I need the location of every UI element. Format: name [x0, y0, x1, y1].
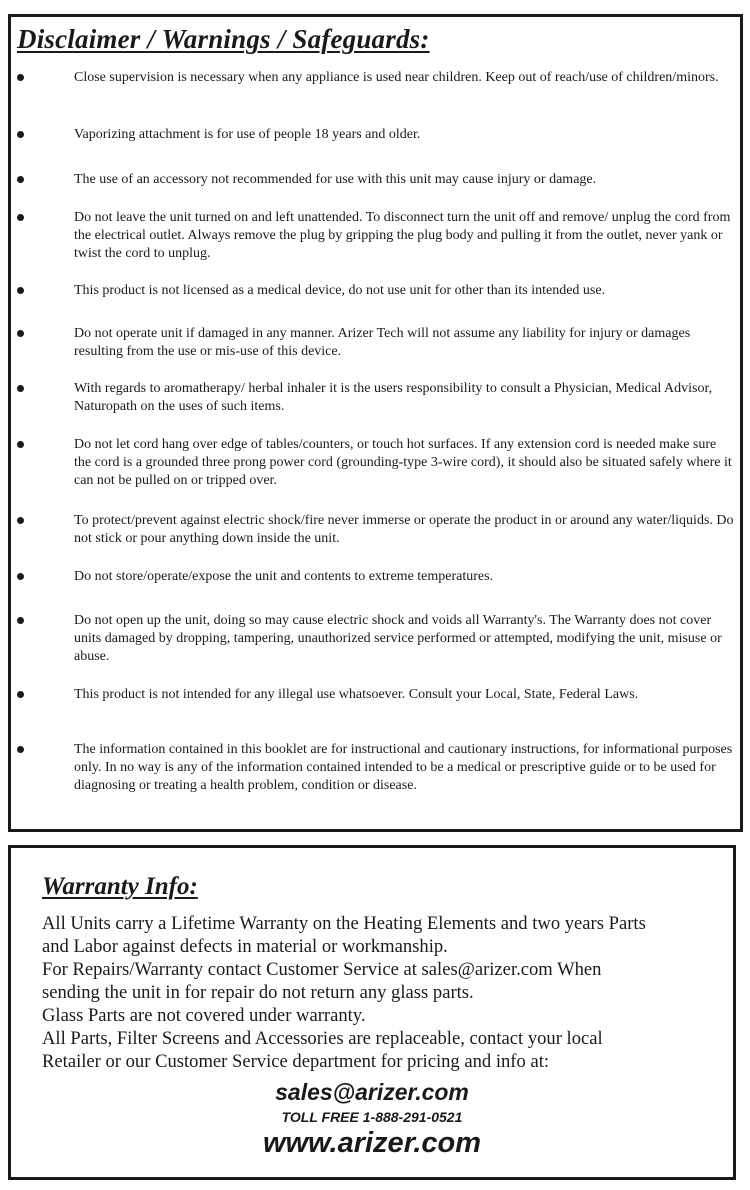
- warranty-line: Glass Parts are not covered under warranty.: [42, 1005, 366, 1026]
- disclaimer-list: [11, 17, 740, 829]
- list-item-text: The use of an accessory not recommended for use with this unit may cause injury or damage.: [74, 172, 597, 187]
- bullet-dot-icon: [17, 131, 24, 138]
- list-item-text: This product is not licensed as a medical device, do not use unit for other than its intended use.: [74, 283, 606, 298]
- bullet-dot-icon: [17, 573, 24, 580]
- list-item: [11, 325, 740, 385]
- contact-phone: TOLL FREE 1-888-291-0521: [281, 1109, 463, 1125]
- bullet-dot-icon: [17, 214, 24, 221]
- warranty-line: All Parts, Filter Screens and Accessories are replaceable, contact your local: [42, 1028, 603, 1049]
- bullet-dot-icon: [17, 287, 24, 294]
- bullet-dot-icon: [17, 330, 24, 337]
- list-item: [11, 436, 740, 496]
- list-item-text: Do not operate unit if damaged in any manner. Arizer Tech will not assume any liability for injury or damages resulting from the use or mis-use of this device.: [74, 326, 691, 359]
- list-item: [11, 380, 740, 440]
- list-item: [11, 209, 740, 269]
- list-item-text: To protect/prevent against electric shock/fire never immerse or operate the product in or around any water/liquids. Do not stick or pour anything down inside the unit.: [74, 513, 734, 546]
- warranty-line: For Repairs/Warranty contact Customer Service at sales@arizer.com When: [42, 959, 602, 980]
- warranty-title: Warranty Info:: [42, 873, 198, 900]
- warranty-line: All Units carry a Lifetime Warranty on the Heating Elements and two years Parts: [42, 913, 646, 934]
- list-item-text: Close supervision is necessary when any appliance is used near children. Keep out of reach/use of children/minors.: [74, 70, 719, 85]
- disclaimer-title: Disclaimer / Warnings / Safeguards:: [17, 24, 430, 54]
- bullet-dot-icon: [17, 441, 24, 448]
- bullet-dot-icon: [17, 746, 24, 753]
- list-item: [11, 741, 740, 801]
- bullet-dot-icon: [17, 617, 24, 624]
- list-item: [11, 612, 740, 672]
- warranty-body: [42, 912, 712, 1073]
- list-item-text: This product is not intended for any illegal use whatsoever. Consult your Local, State, Federal Laws.: [74, 687, 639, 702]
- list-item-text: Do not let cord hang over edge of tables/counters, or touch hot surfaces. If any extension cord is needed make sure the cord is a grounded three prong power cord (grounding-type 3-wire cord), it should also be situated safely where it can not be pulled on or tripped over.: [74, 437, 732, 488]
- list-item: [11, 686, 740, 746]
- warranty-section: [8, 845, 736, 1180]
- warranty-line: Retailer or our Customer Service department for pricing and info at:: [42, 1051, 550, 1072]
- contact-email: sales@arizer.com: [275, 1079, 469, 1105]
- list-item-text: The information contained in this booklet are for instructional and cautionary instructions, for informational purposes only. In no way is any of the information contained intended to be a medical or prescriptive guide or to be used for diagnosing or treating a health problem, condition or disease.: [74, 742, 733, 793]
- contact-website: www.arizer.com: [262, 1127, 482, 1159]
- list-item: [11, 69, 740, 129]
- bullet-dot-icon: [17, 74, 24, 81]
- list-item-text: Do not open up the unit, doing so may cause electric shock and voids all Warranty's. The Warranty does not cover units damaged by dropping, tampering, unauthorized service performed or attempted, modifying the unit, misuse or abuse.: [74, 613, 722, 664]
- list-item-text: Do not leave the unit turned on and left unattended. To disconnect turn the unit off and remove/ unplug the cord from the electrical outlet. Always remove the plug by gripping the plug body and pulling it from the outlet, never yank or twist the cord to unplug.: [74, 210, 731, 261]
- warranty-line: sending the unit in for repair do not return any glass parts.: [42, 982, 474, 1003]
- disclaimer-section: [8, 14, 743, 832]
- warranty-line: and Labor against defects in material or workmanship.: [42, 936, 448, 957]
- bullet-dot-icon: [17, 517, 24, 524]
- list-item-text: With regards to aromatherapy/ herbal inhaler it is the users responsibility to consult a Physician, Medical Advisor, Naturopath on the uses of such items.: [74, 381, 713, 414]
- list-item-text: Do not store/operate/expose the unit and contents to extreme temperatures.: [74, 569, 494, 584]
- bullet-dot-icon: [17, 176, 24, 183]
- list-item-text: Vaporizing attachment is for use of people 18 years and older.: [74, 127, 421, 142]
- list-item: [11, 512, 740, 572]
- bullet-dot-icon: [17, 385, 24, 392]
- bullet-dot-icon: [17, 691, 24, 698]
